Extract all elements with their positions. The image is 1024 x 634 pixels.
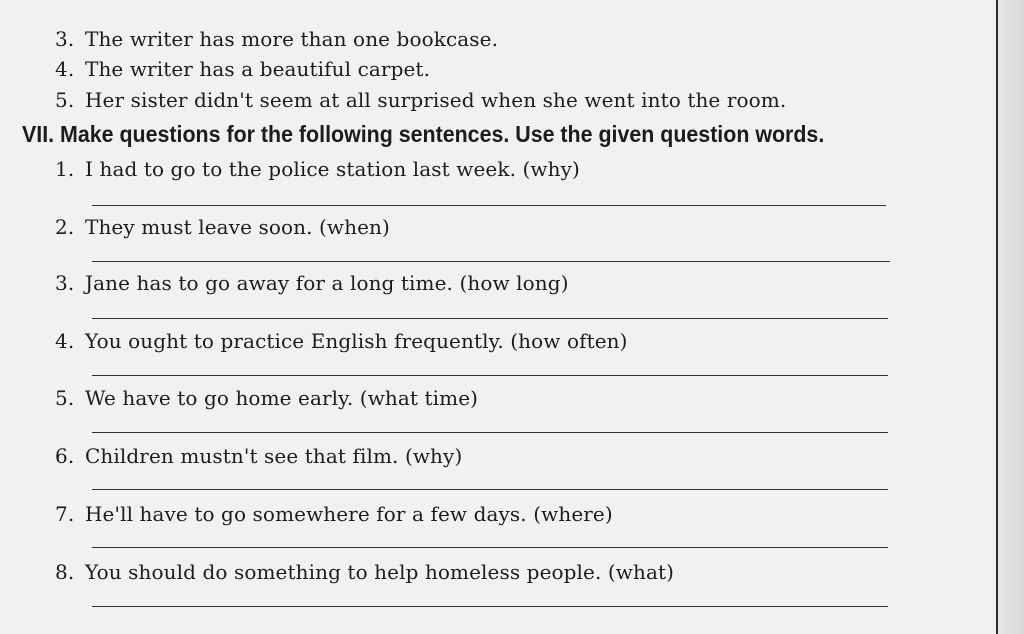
question-number: 6. (55, 444, 75, 468)
answer-line-1[interactable] (92, 205, 886, 206)
question-text: You should do something to help homeless people. (what) (85, 560, 675, 584)
statement-text: Her sister didn't seem at all surprised when she went into the room. (85, 88, 787, 112)
page-edge (996, 0, 1024, 634)
question-7 (55, 502, 613, 526)
question-text: They must leave soon. (when) (85, 215, 390, 239)
question-text: Jane has to go away for a long time. (how long) (85, 271, 569, 295)
question-4 (55, 329, 628, 353)
statement-number: 3. (55, 27, 75, 51)
statement-text: The writer has a beautiful carpet. (85, 57, 431, 81)
question-8 (55, 560, 674, 584)
question-5 (55, 386, 478, 410)
question-text: We have to go home early. (what time) (85, 386, 479, 410)
answer-line-2[interactable] (92, 261, 890, 262)
statement-number: 5. (55, 88, 75, 112)
answer-line-6[interactable] (92, 489, 888, 490)
question-number: 3. (55, 271, 75, 295)
question-2 (55, 215, 390, 239)
answer-line-7[interactable] (92, 547, 888, 548)
question-number: 2. (55, 215, 75, 239)
question-number: 8. (55, 560, 75, 584)
statement-number: 4. (55, 57, 75, 81)
statement-text: The writer has more than one bookcase. (85, 27, 499, 51)
section-heading: VII. Make questions for the following sentences. Use the given question words. (22, 121, 825, 147)
statement-5 (55, 88, 786, 112)
question-3 (55, 271, 569, 295)
question-number: 5. (55, 386, 75, 410)
question-1 (55, 157, 580, 181)
question-number: 1. (55, 157, 75, 181)
answer-line-3[interactable] (92, 318, 888, 319)
statement-3 (55, 27, 498, 51)
question-text: He'll have to go somewhere for a few days. (where) (85, 502, 613, 526)
question-number: 4. (55, 329, 75, 353)
question-6 (55, 444, 462, 468)
question-text: I had to go to the police station last week. (why) (85, 157, 580, 181)
question-number: 7. (55, 502, 75, 526)
answer-line-8[interactable] (92, 606, 888, 607)
answer-line-4[interactable] (92, 375, 888, 376)
statement-4 (55, 57, 430, 81)
answer-line-5[interactable] (92, 432, 888, 433)
question-text: You ought to practice English frequently. (how often) (85, 329, 628, 353)
question-text: Children mustn't see that film. (why) (85, 444, 463, 468)
